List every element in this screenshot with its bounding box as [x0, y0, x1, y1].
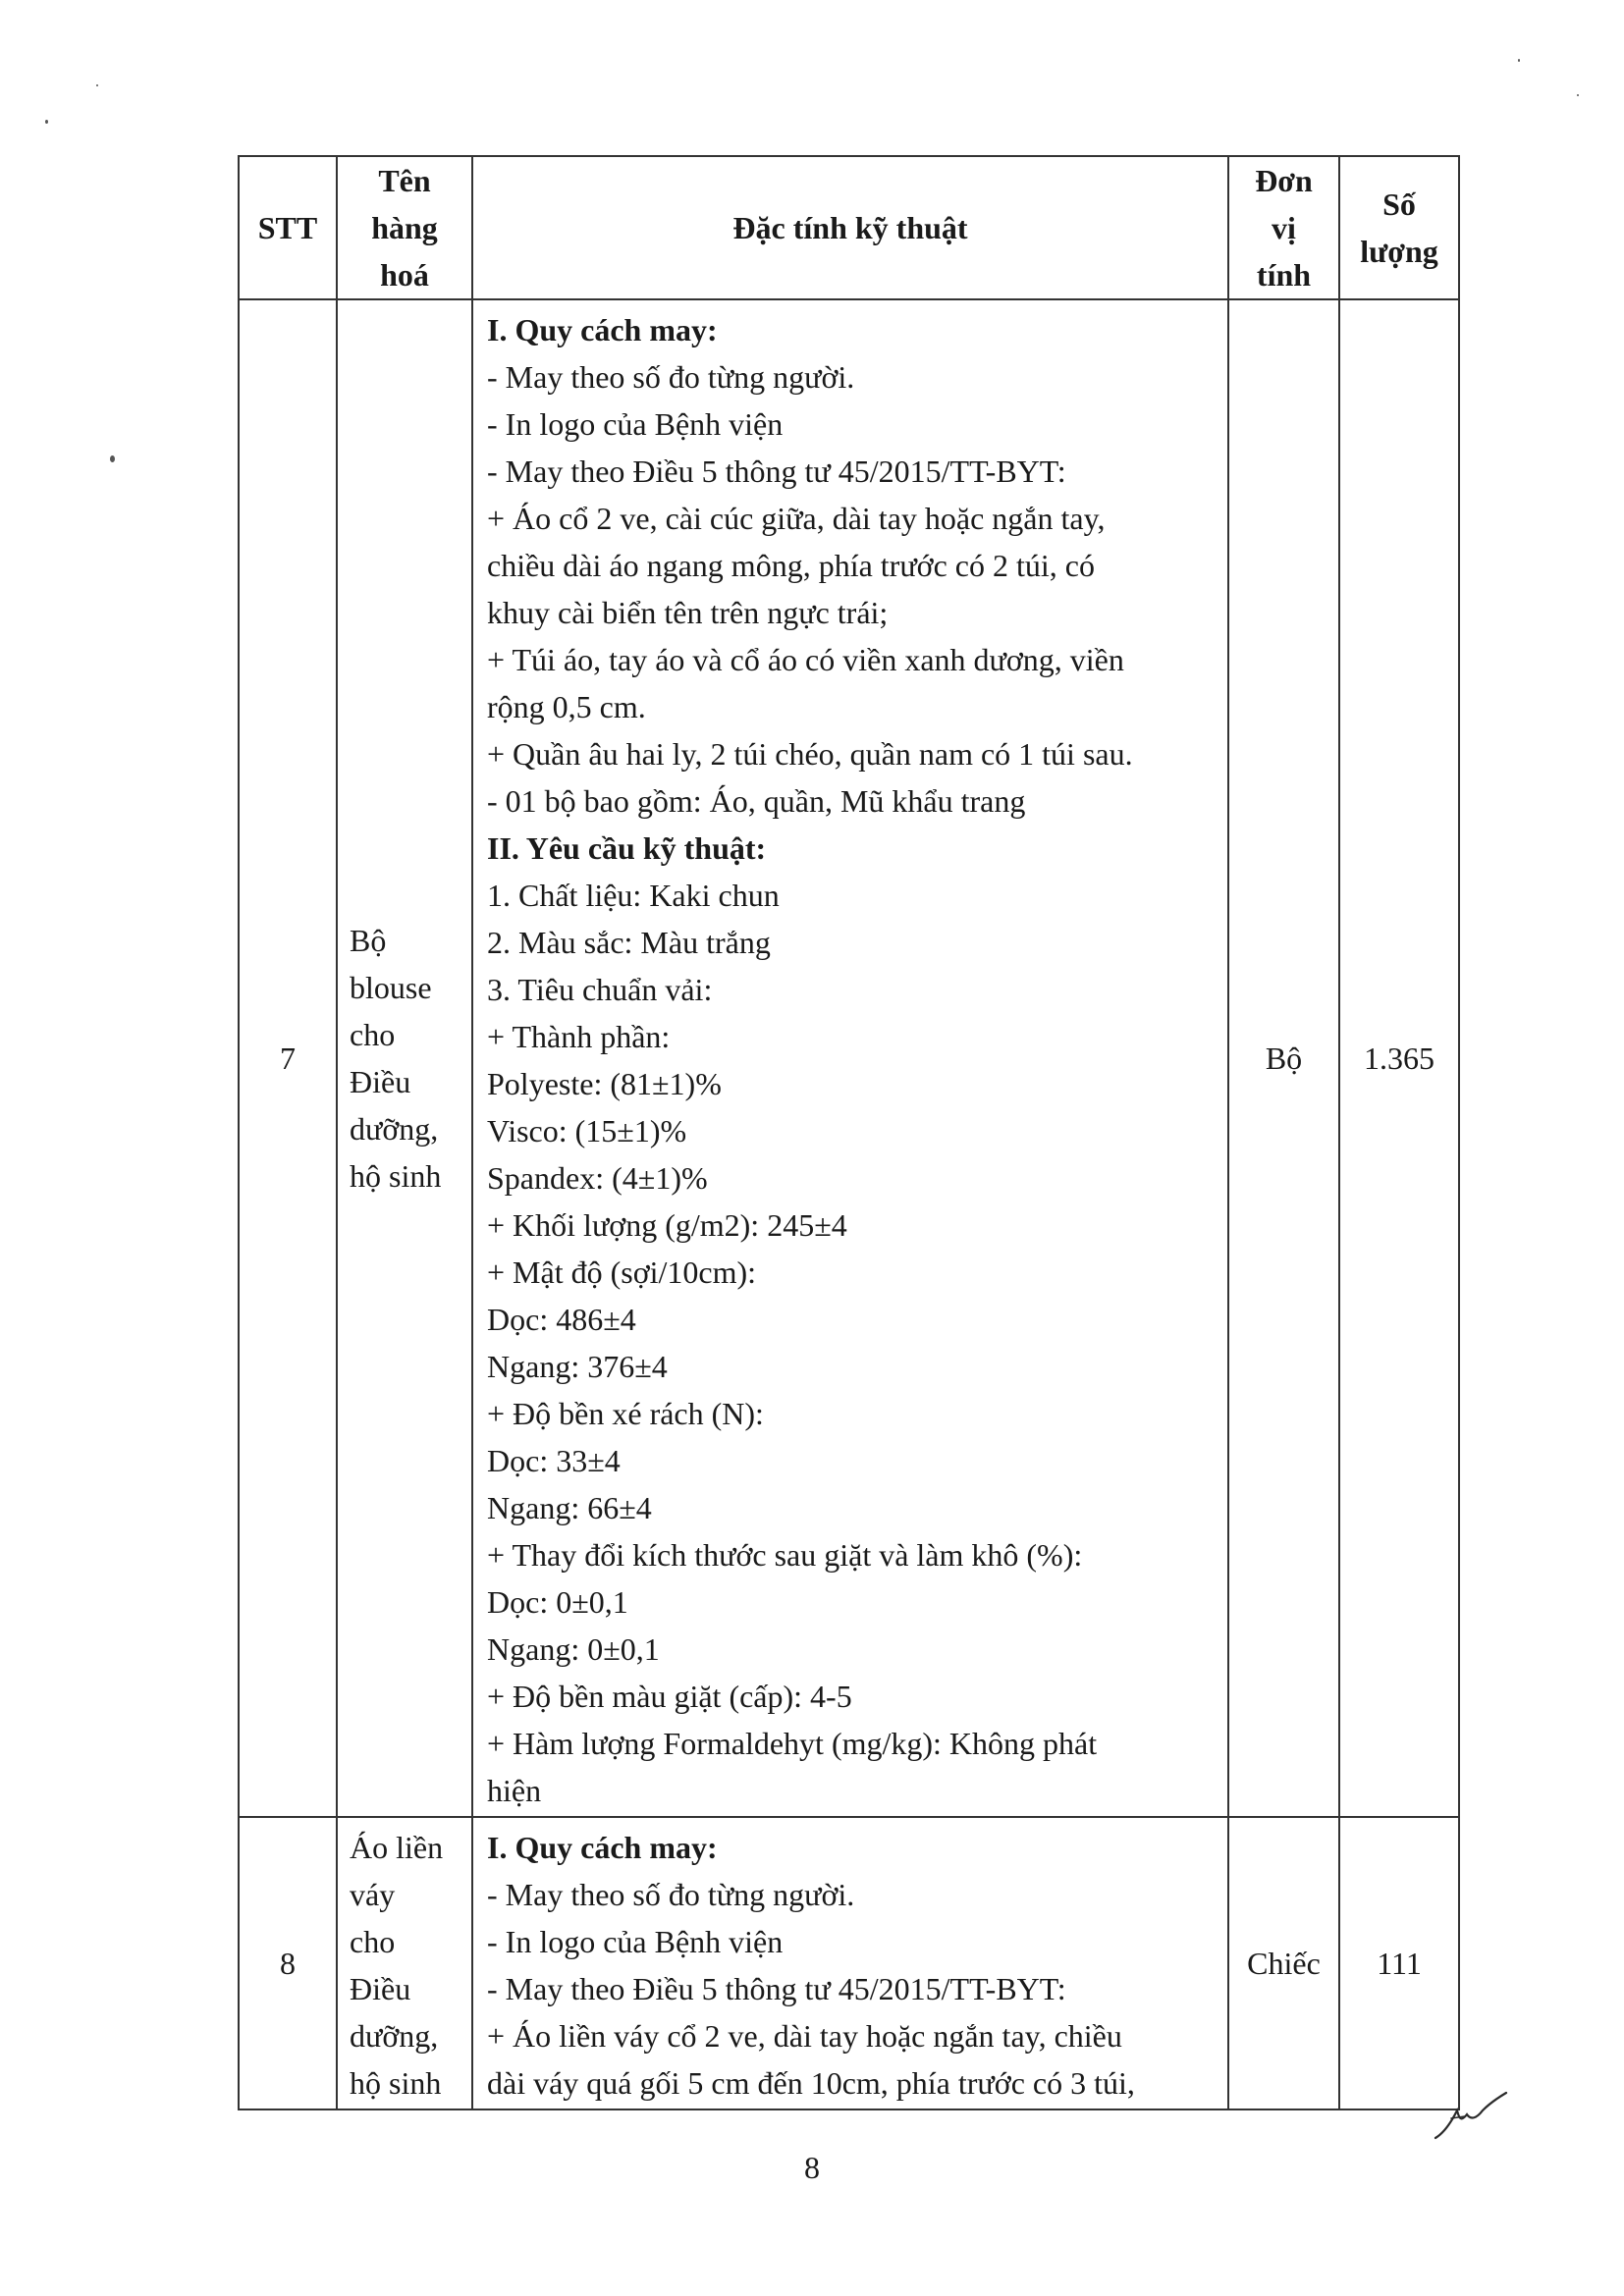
spec-line: Ngang: 66±4: [487, 1490, 652, 1525]
header-row: [239, 156, 1459, 299]
spec-line: - In logo của Bệnh viện: [487, 1924, 784, 1959]
table-row: [239, 299, 1459, 1817]
scan-speck: [1577, 94, 1579, 96]
row-stt: 7: [239, 299, 337, 1817]
spec-line: Visco: (15±1)%: [487, 1113, 687, 1148]
spec-line: + Mật độ (sợi/10cm):: [487, 1255, 757, 1290]
row-name-line: hộ sinh: [350, 2065, 442, 2101]
row-name-line: cho: [350, 1017, 396, 1052]
specification-table: [238, 155, 1460, 2110]
row-spec: [472, 299, 1228, 1817]
row-spec: [472, 1817, 1228, 2109]
spec-line: - 01 bộ bao gồm: Áo, quần, Mũ khẩu trang: [487, 783, 1026, 819]
handwritten-signature: [1432, 2089, 1510, 2144]
row-stt: 8: [239, 1817, 337, 2109]
spec-line: khuy cài biển tên trên ngực trái;: [487, 595, 889, 630]
row-name-line: dưỡng,: [350, 2018, 439, 2054]
header-name: [337, 156, 472, 299]
spec-line: - May theo Điều 5 thông tư 45/2015/TT-BYT:: [487, 454, 1066, 489]
row-name-line: Điều: [350, 1064, 411, 1099]
spec-heading: I. Quy cách may:: [487, 1830, 718, 1865]
row-name-line: Điều: [350, 1971, 411, 2006]
spec-line: rộng 0,5 cm.: [487, 689, 646, 724]
page-number: 8: [804, 2150, 820, 2185]
row-name-line: cho: [350, 1924, 396, 1959]
spec-line: Polyeste: (81±1)%: [487, 1066, 722, 1101]
spec-line: 1. Chất liệu: Kaki chun: [487, 878, 780, 913]
row-name-line: blouse: [350, 970, 432, 1005]
header-name-line: hoá: [380, 257, 429, 293]
spec-line: + Áo cổ 2 ve, cài cúc giữa, dài tay hoặc ngắn tay,: [487, 501, 1106, 536]
header-qty-line: Số: [1382, 187, 1416, 222]
scan-speck: [45, 120, 48, 124]
header-qty-line: lượng: [1360, 234, 1438, 269]
spec-line: hiện: [487, 1773, 542, 1808]
spec-line: + Độ bền xé rách (N):: [487, 1396, 764, 1431]
row-name-line: hộ sinh: [350, 1158, 442, 1194]
header-stt: STT: [239, 156, 337, 299]
spec-line: Spandex: (4±1)%: [487, 1160, 708, 1196]
spec-line: Dọc: 33±4: [487, 1443, 621, 1478]
row-name-line: Áo liền: [350, 1830, 444, 1865]
spec-line: - In logo của Bệnh viện: [487, 406, 784, 442]
header-unit-line: vị: [1272, 210, 1296, 245]
header-qty: [1339, 156, 1459, 299]
spec-line: + Độ bền màu giặt (cấp): 4-5: [487, 1679, 852, 1714]
header-name-line: Tên: [378, 163, 431, 198]
spec-line: - May theo số đo từng người.: [487, 359, 855, 395]
row-name-line: dưỡng,: [350, 1111, 439, 1147]
spec-heading: II. Yêu cầu kỹ thuật:: [487, 830, 767, 866]
scan-speck: [110, 455, 115, 462]
spec-line: + Áo liền váy cổ 2 ve, dài tay hoặc ngắn tay, chiều: [487, 2018, 1122, 2054]
scan-speck: [96, 84, 98, 86]
row-name-line: Bộ: [350, 923, 387, 958]
spec-line: Ngang: 0±0,1: [487, 1631, 660, 1667]
row-qty: 111: [1339, 1817, 1459, 2109]
table-row: [239, 1817, 1459, 2109]
spec-line: chiều dài áo ngang mông, phía trước có 2 túi, có: [487, 548, 1095, 583]
spec-line: + Thay đổi kích thước sau giặt và làm khô (%):: [487, 1537, 1083, 1573]
header-unit-line: Đơn: [1255, 163, 1313, 198]
spec-line: Ngang: 376±4: [487, 1349, 668, 1384]
row-name: [337, 1817, 472, 2109]
spec-line: - May theo số đo từng người.: [487, 1877, 855, 1912]
header-unit-line: tính: [1256, 257, 1312, 293]
spec-line: + Thành phần:: [487, 1019, 671, 1054]
spec-line: + Hàm lượng Formaldehyt (mg/kg): Không phát: [487, 1726, 1098, 1761]
spec-line: - May theo Điều 5 thông tư 45/2015/TT-BYT:: [487, 1971, 1066, 2006]
spec-line: + Khối lượng (g/m2): 245±4: [487, 1207, 847, 1243]
row-name: [337, 299, 472, 1817]
spec-line: 2. Màu sắc: Màu trắng: [487, 925, 771, 960]
row-qty: 1.365: [1339, 299, 1459, 1817]
spec-line: dài váy quá gối 5 cm đến 10cm, phía trước có 3 túi,: [487, 2065, 1135, 2101]
header-unit: [1228, 156, 1339, 299]
spec-line: + Quần âu hai ly, 2 túi chéo, quần nam có 1 túi sau.: [487, 736, 1133, 772]
scan-speck: [1518, 59, 1520, 62]
row-unit: Bộ: [1228, 299, 1339, 1817]
row-name-line: váy: [350, 1877, 396, 1912]
row-unit: Chiếc: [1228, 1817, 1339, 2109]
header-name-line: hàng: [371, 210, 438, 245]
spec-heading: I. Quy cách may:: [487, 312, 718, 347]
spec-line: Dọc: 0±0,1: [487, 1584, 628, 1620]
header-spec: Đặc tính kỹ thuật: [472, 156, 1228, 299]
spec-line: 3. Tiêu chuẩn vải:: [487, 972, 713, 1007]
spec-line: Dọc: 486±4: [487, 1302, 636, 1337]
spec-line: + Túi áo, tay áo và cổ áo có viền xanh dương, viền: [487, 642, 1124, 677]
